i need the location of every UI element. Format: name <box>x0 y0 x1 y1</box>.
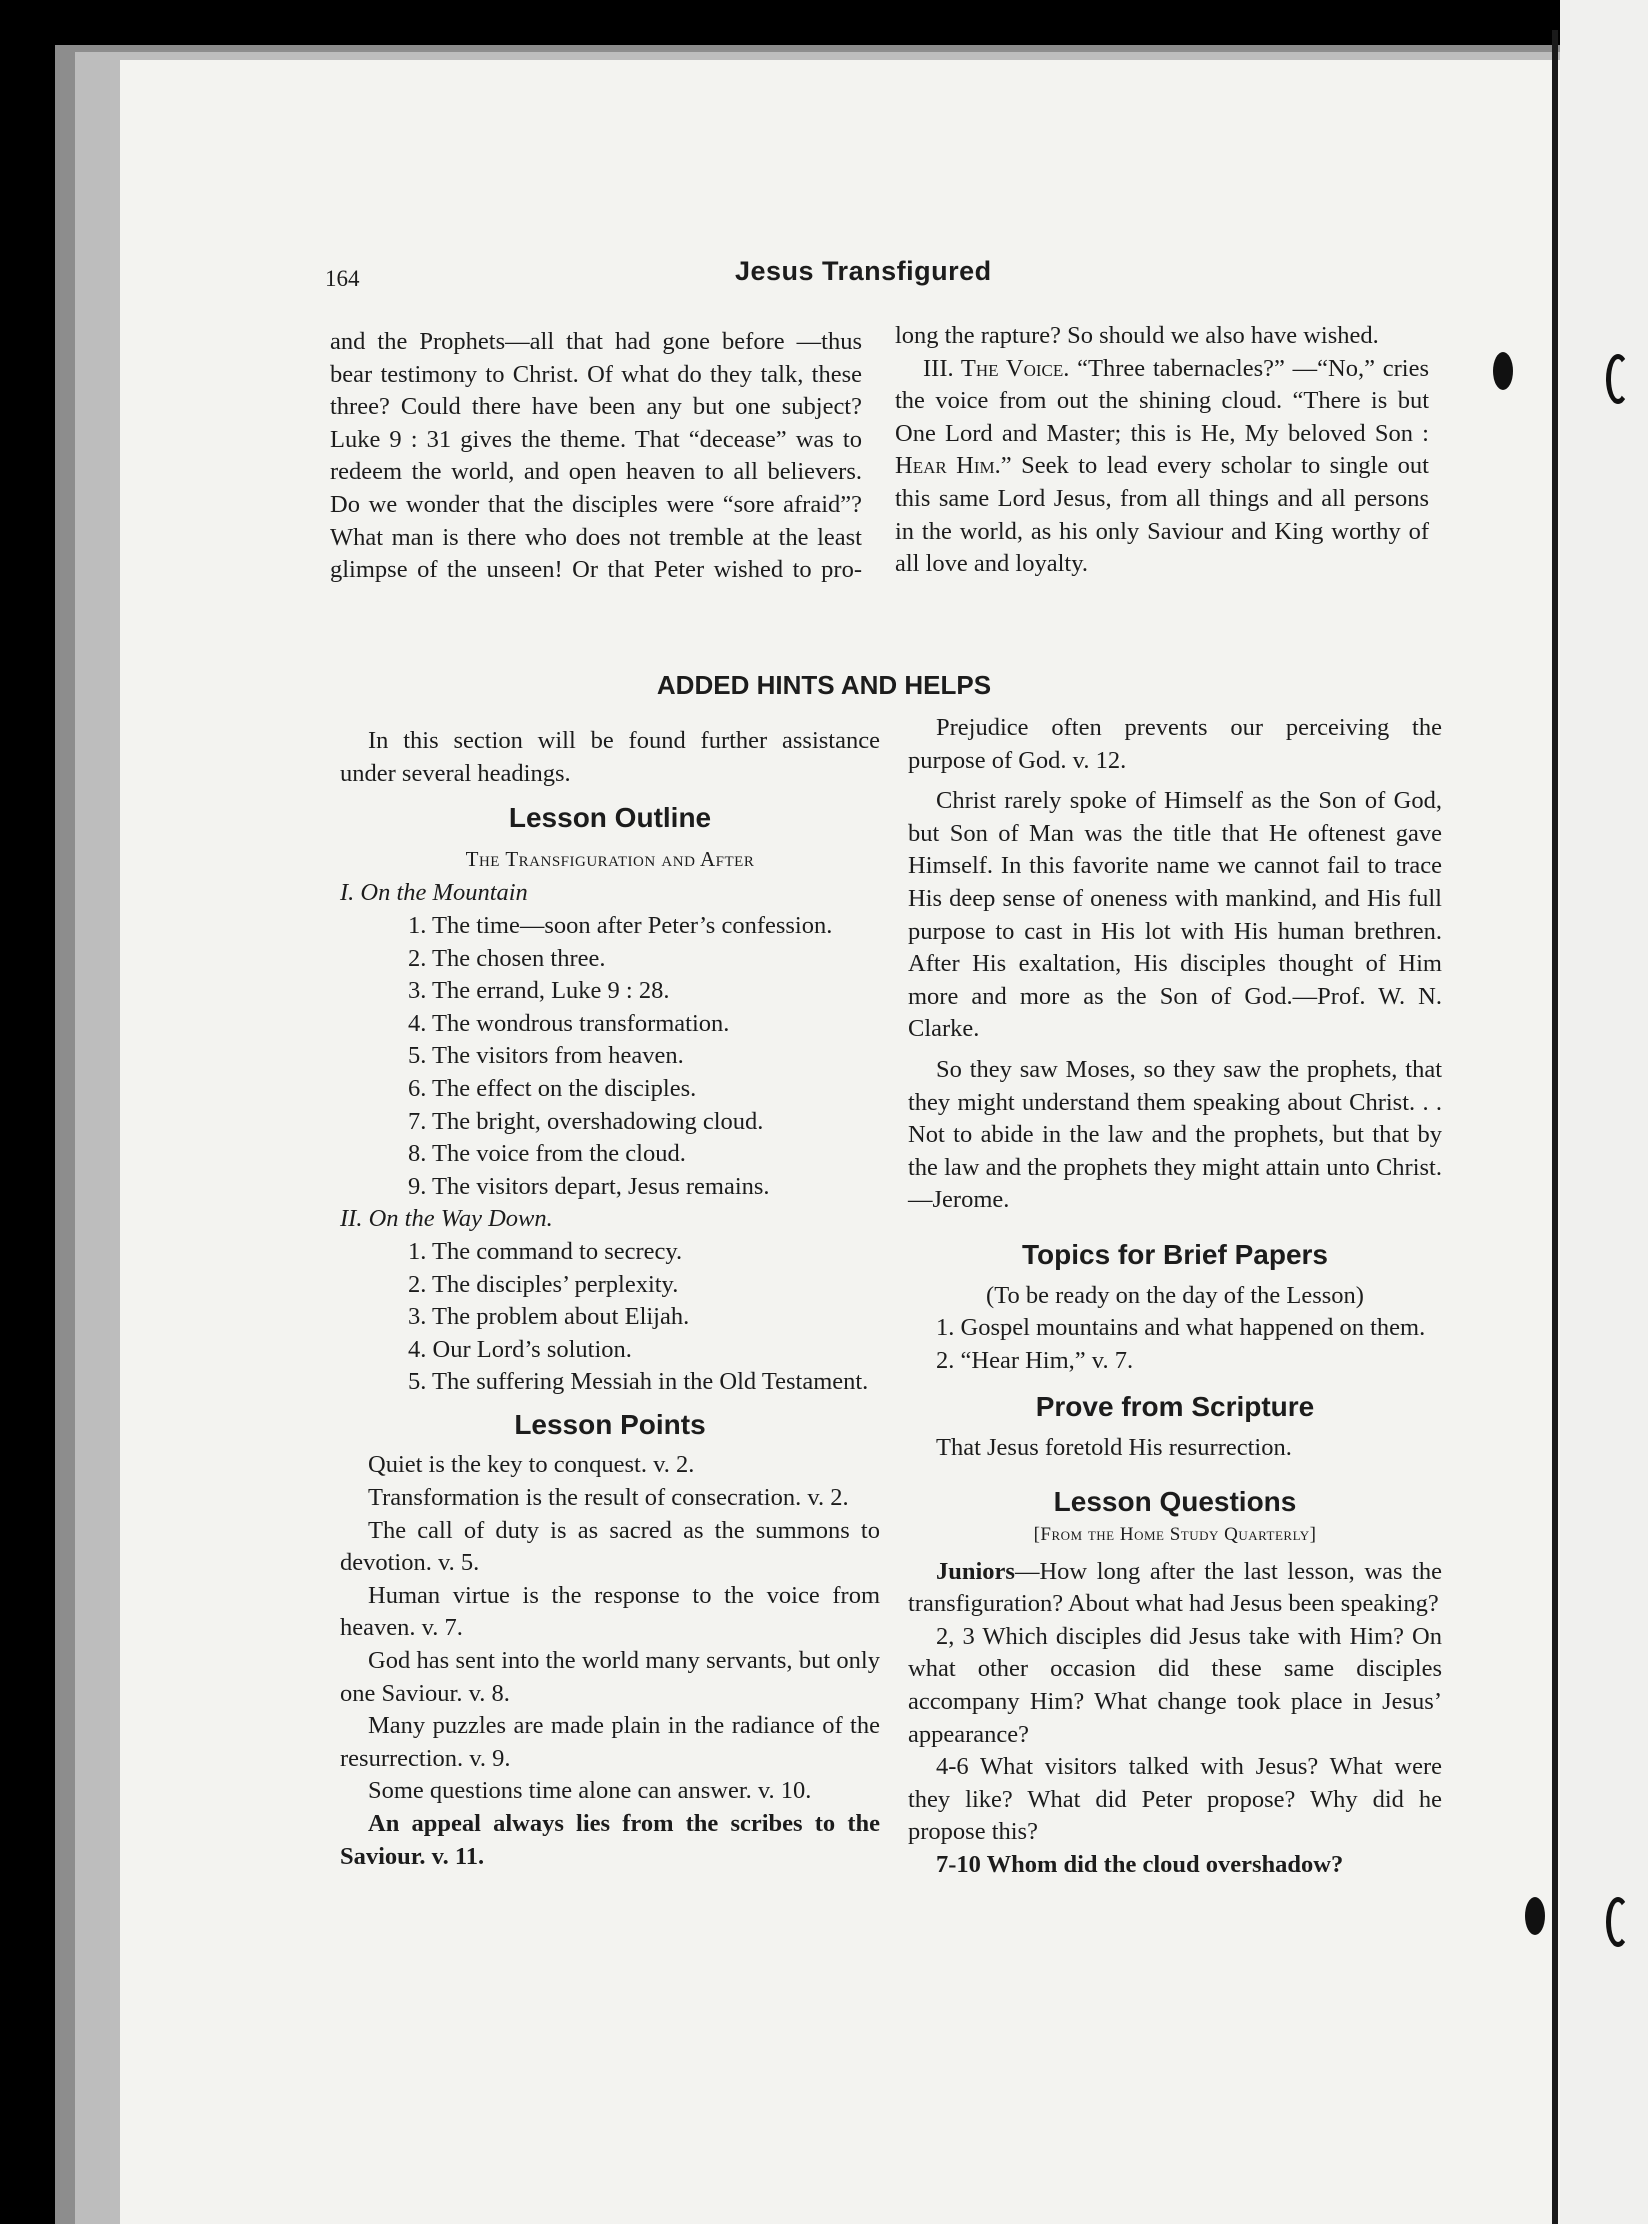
lesson-outline-subtitle: The Transfiguration and After <box>465 846 755 871</box>
lesson-points-title: Lesson Points <box>514 1408 706 1440</box>
voice-paragraph <box>895 353 1429 581</box>
part2-title: II. On the Way Down. <box>340 1205 553 1233</box>
topics-title: Topics for Brief Papers <box>1021 1238 1328 1270</box>
question-text: —How long after the last lesson, was the transfiguration? About what had Jesus been speaking? <box>908 1557 1442 1618</box>
lesson-point: Transformation is the result of consecration. v. 2. <box>368 1484 849 1512</box>
outline-item: 3. The errand, Luke 9 : 28. <box>408 977 670 1005</box>
outline-item: 8. The voice from the cloud. <box>408 1140 686 1168</box>
prove-title: Prove from Scripture <box>1035 1391 1315 1423</box>
outline-item: 2. The disciples’ perplexity. <box>408 1270 679 1298</box>
outline-item: 9. The visitors depart, Jesus remains. <box>408 1172 770 1200</box>
binding-hole-icon <box>1606 354 1630 404</box>
voice-tail: ” Seek to lead every scholar to single out this same Lord Jesus, from all things and all persons in the world, as his only Saviour and King worthy of all love and loyalty. <box>895 452 1429 578</box>
lesson-point: Quiet is the key to conquest. v. 2. <box>368 1451 695 1479</box>
hint-paragraph: Christ rarely spoke of Himself as the Son of God, but Son of Man was the title that He oftenest gave Himself. In this favorite name we cannot fail to trace His deep sense of oneness with mankind, and His full purpose to cast in His lot with His human brethren. After His exaltation, His disciples thought of Him more and more as the Son of God.—Prof. W. N. Clarke. <box>908 787 1442 1043</box>
lesson-point: Some questions time alone can answer. v. 10. <box>368 1777 812 1805</box>
outline-item: 6. The effect on the disciples. <box>408 1074 697 1102</box>
outline-item: 3. The problem about Elijah. <box>408 1303 690 1331</box>
part1-title: I. On the Mountain <box>340 879 528 907</box>
right-column <box>908 712 1442 1882</box>
question-paragraph: 7-10 Whom did the cloud overshadow? <box>936 1851 1344 1878</box>
top-left-text: and the Prophets—all that had gone before —thus bear testimony to Christ. Of what do they talk, these three? Could there have been any but one subject? Luke 9 : 31 gives the theme. That “decease” was to redeem the world, and open heaven to all believers. Do we wonder that the disciples were “sore afraid”? What man is there who does not tremble at the least glimpse of the unseen! Or that Peter wished to pro- <box>330 328 862 584</box>
question-paragraph: 2, 3 Which disciples did Jesus take with Him? On what other occasion did these same disciples accompany Him? What change took place in Jesus’ appearance? <box>908 1622 1442 1748</box>
question-paragraph: 4-6 What visitors talked with Jesus? What were they like? What did Peter propose? Why did he propose this? <box>908 1753 1442 1846</box>
binding-hole-icon <box>1525 1897 1545 1935</box>
top-right-continuation: long the rapture? So should we also have wished. <box>895 322 1379 349</box>
outline-item: 4. The wondrous transformation. <box>408 1009 730 1037</box>
binding-hole-icon <box>1606 1897 1630 1947</box>
page-number: 164 <box>325 266 360 291</box>
outline-item: 1. The command to secrecy. <box>408 1237 683 1265</box>
outline-item: 1. The time—soon after Peter’s confession. <box>408 911 833 939</box>
voice-label: III. The Voice. <box>923 354 1070 382</box>
lesson-questions-title: Lesson Questions <box>1053 1486 1297 1518</box>
outline-item: 5. The suffering Messiah in the Old Testament. <box>408 1368 869 1396</box>
juniors-label: Juniors <box>936 1557 1015 1585</box>
voice-text: “Three tabernacles?” —“No,” cries the voice from out the shining cloud. “There is but One Lord and Master; this is He, My beloved Son : <box>895 354 1429 447</box>
outline-item: 5. The visitors from heaven. <box>408 1042 684 1070</box>
lesson-point: Human virtue is the response to the voice from heaven. v. 7. <box>340 1581 880 1642</box>
topic-item: 2. “Hear Him,” v. 7. <box>936 1346 1134 1374</box>
outline-item: 4. Our Lord’s solution. <box>408 1335 632 1363</box>
lesson-point: Many puzzles are made plain in the radiance of the resurrection. v. 9. <box>340 1712 880 1772</box>
hint-paragraph: So they saw Moses, so they saw the prophets, that they might understand them speaking about Christ. . . Not to abide in the law and the prophets, but that by the law and the prophets they might attain unto Christ.—Jerome. <box>908 1055 1442 1214</box>
running-head: Jesus Transfigured <box>735 256 992 286</box>
left-column <box>340 725 880 1873</box>
added-hints-heading: ADDED HINTS AND HELPS <box>656 670 992 700</box>
hint-paragraph: Prejudice often prevents our perceiving the purpose of God. v. 12. <box>908 714 1442 774</box>
lesson-point: An appeal always lies from the scribes to the Saviour. v. 11. <box>340 1810 880 1870</box>
top-right-column <box>895 320 1429 581</box>
questions-source: [From the Home Study Quarterly] <box>1033 1524 1317 1546</box>
outline-item: 7. The bright, overshadowing cloud. <box>408 1107 764 1135</box>
top-left-column <box>330 326 862 587</box>
lesson-point: The call of duty is as sacred as the summons to devotion. v. 5. <box>340 1516 880 1577</box>
question-paragraph <box>908 1556 1442 1621</box>
topic-item: 1. Gospel mountains and what happened on them. <box>936 1314 1426 1342</box>
book-gutter <box>1552 30 1558 2224</box>
outline-item: 2. The chosen three. <box>408 944 606 972</box>
lesson-point: God has sent into the world many servants, but only one Saviour. v. 8. <box>340 1647 880 1707</box>
intro-text: In this section will be found further assistance under several headings. <box>340 727 880 787</box>
hear-him: Hear Him. <box>895 452 1001 480</box>
prove-text: That Jesus foretold His resurrection. <box>936 1433 1292 1461</box>
facing-page-edge <box>1560 0 1648 2224</box>
lesson-outline-title: Lesson Outline <box>508 802 712 834</box>
topics-note: (To be ready on the day of the Lesson) <box>986 1281 1364 1309</box>
binding-hole-icon <box>1493 352 1513 390</box>
